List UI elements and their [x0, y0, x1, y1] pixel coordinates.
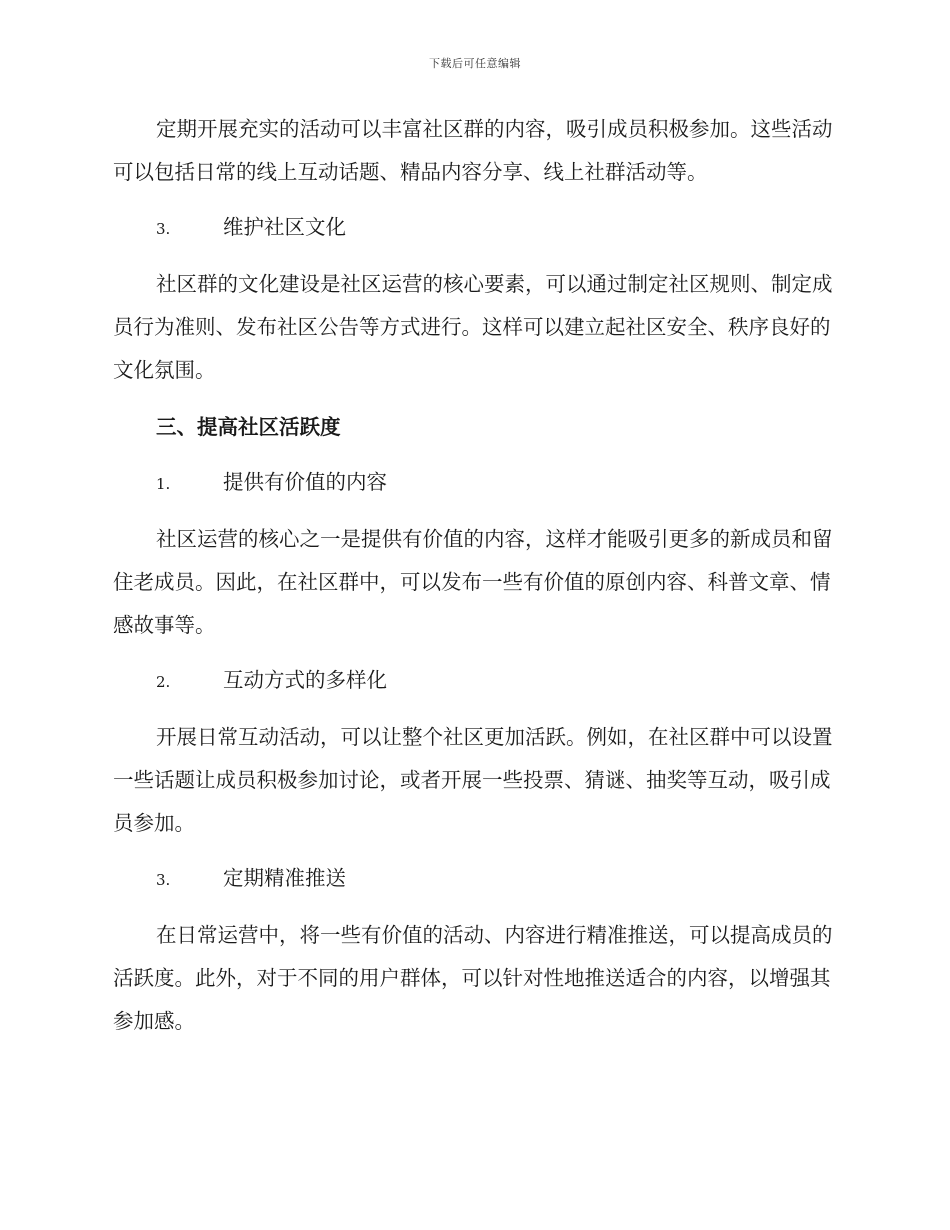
document-body — [113, 108, 833, 1043]
list-item-label: 提供有价值的内容 — [223, 470, 387, 494]
section-heading: 三、提高社区活跃度 — [156, 415, 341, 439]
list-item-number: 1. — [156, 475, 171, 493]
paragraph: 在日常运营中，将一些有价值的活动、内容进行精准推送，可以提高成员的活跃度。此外，对于不同的用户群体，可以针对性地推送适合的内容，以增强其参加感。 — [113, 923, 833, 1033]
paragraph: 社区群的文化建设是社区运营的核心要素，可以通过制定社区规则、制定成员行为准则、发布社区公告等方式进行。这样可以建立起社区安全、秩序良好的文化氛围。 — [113, 272, 833, 382]
list-item-label: 维护社区文化 — [223, 215, 346, 239]
list-item — [113, 659, 833, 704]
paragraph: 开展日常互动活动，可以让整个社区更加活跃。例如，在社区群中可以设置一些话题让成员积极参加讨论，或者开展一些投票、猜谜、抽奖等互动，吸引成员参加。 — [113, 725, 833, 835]
list-item — [113, 461, 833, 506]
list-item — [113, 857, 833, 902]
list-item — [113, 206, 833, 251]
list-item-number: 2. — [156, 673, 171, 691]
paragraph: 社区运营的核心之一是提供有价值的内容，这样才能吸引更多的新成员和留住老成员。因此，在社区群中，可以发布一些有价值的原创内容、科普文章、情感故事等。 — [113, 527, 833, 637]
list-item-label: 互动方式的多样化 — [223, 668, 387, 692]
list-item-label: 定期精准推送 — [223, 866, 346, 890]
list-item-number: 3. — [156, 220, 171, 238]
page-header: 下载后可任意编辑 — [429, 57, 521, 70]
paragraph: 定期开展充实的活动可以丰富社区群的内容，吸引成员积极参加。这些活动可以包括日常的线上互动话题、精品内容分享、线上社群活动等。 — [113, 117, 833, 184]
list-item-number: 3. — [156, 871, 171, 889]
